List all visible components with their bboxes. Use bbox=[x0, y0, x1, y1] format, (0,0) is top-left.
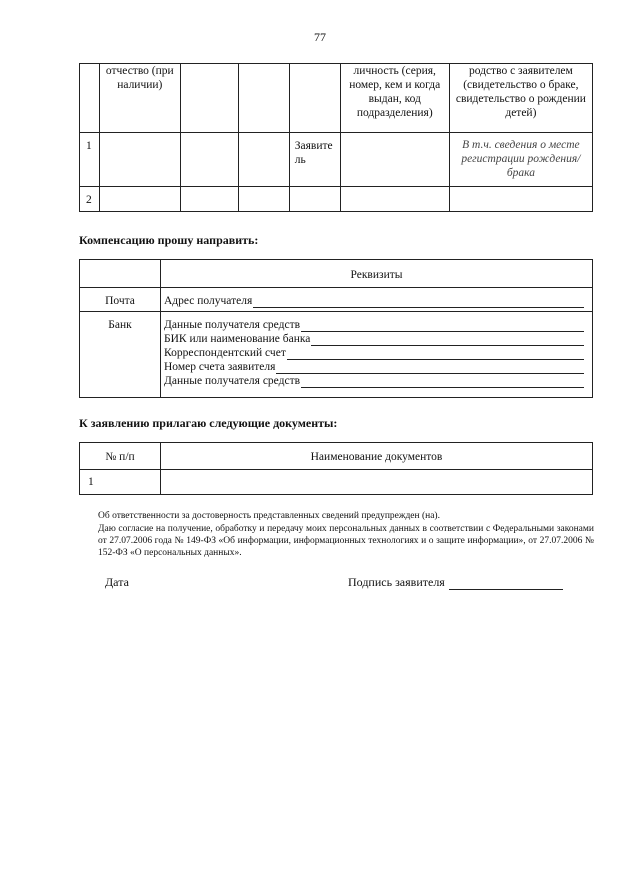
compensation-table bbox=[79, 259, 593, 398]
signature-label: Подпись заявителя bbox=[348, 575, 445, 589]
applicant-account-field[interactable]: Номер счета заявителя bbox=[164, 360, 584, 374]
cell[interactable] bbox=[99, 187, 180, 212]
cell[interactable] bbox=[180, 187, 238, 212]
consent-text: Даю согласие на получение, обработку и передачу моих персональных данных в соответствии с Федеральными законами от 27.07.2006 года № 149-ФЗ «Об информации, информационных технологиях и о защите информации», от 27.07.2006 № 152-ФЗ «О персональных данных». bbox=[98, 524, 594, 558]
date-label: Дата bbox=[105, 575, 129, 589]
header-identity: личность (серия, номер, кем и когда выдан, код подразделения) bbox=[340, 64, 449, 133]
cell[interactable] bbox=[340, 187, 449, 212]
identity-cell[interactable] bbox=[340, 133, 449, 187]
table-row bbox=[80, 133, 593, 187]
responsibility-note: Об ответственности за достоверность представленных сведений предупрежден (на). bbox=[98, 511, 440, 521]
cell[interactable] bbox=[239, 187, 290, 212]
documents-heading: К заявлению прилагаю следующие документы: bbox=[79, 416, 338, 430]
cell[interactable] bbox=[180, 133, 238, 187]
table-row bbox=[80, 187, 593, 212]
cell[interactable] bbox=[289, 187, 340, 212]
page-number: 77 bbox=[314, 30, 326, 44]
cell[interactable] bbox=[239, 133, 290, 187]
header-patronymic: отчество (при наличии) bbox=[99, 64, 180, 133]
row-number: 1 bbox=[80, 133, 100, 187]
header-relation: родство с заявителем (свидетельство о браке, свидетельство о рождении детей) bbox=[449, 64, 592, 133]
row-number: 2 bbox=[80, 187, 100, 212]
num-header: № п/п bbox=[80, 443, 161, 470]
mail-label: Почта bbox=[80, 288, 161, 312]
recipient-data-field-2[interactable]: Данные получателя средств bbox=[164, 374, 584, 388]
relation-note: В т.ч. сведения о месте регистрации рождения/брака bbox=[449, 133, 592, 187]
compensation-heading: Компенсацию прошу направить: bbox=[79, 233, 259, 247]
bank-bik-field[interactable]: БИК или наименование банка bbox=[164, 332, 584, 346]
correspondent-account-field[interactable]: Корреспондентский счет bbox=[164, 346, 584, 360]
recipient-data-field[interactable]: Данные получателя средств bbox=[164, 318, 584, 332]
bank-label: Банк bbox=[80, 312, 161, 398]
signature-field[interactable] bbox=[348, 575, 563, 590]
recipient-address-field[interactable]: Адрес получателя bbox=[164, 294, 584, 308]
row-number: 1 bbox=[80, 470, 161, 495]
details-header: Реквизиты bbox=[161, 260, 593, 288]
role-cell: Заявитель bbox=[289, 133, 340, 187]
doc-name-header: Наименование документов bbox=[161, 443, 593, 470]
cell[interactable] bbox=[449, 187, 592, 212]
applicants-table bbox=[79, 63, 593, 212]
documents-table bbox=[79, 442, 593, 495]
table-row bbox=[80, 470, 593, 495]
document-name-cell[interactable] bbox=[161, 470, 593, 495]
patronymic-cell[interactable] bbox=[99, 133, 180, 187]
